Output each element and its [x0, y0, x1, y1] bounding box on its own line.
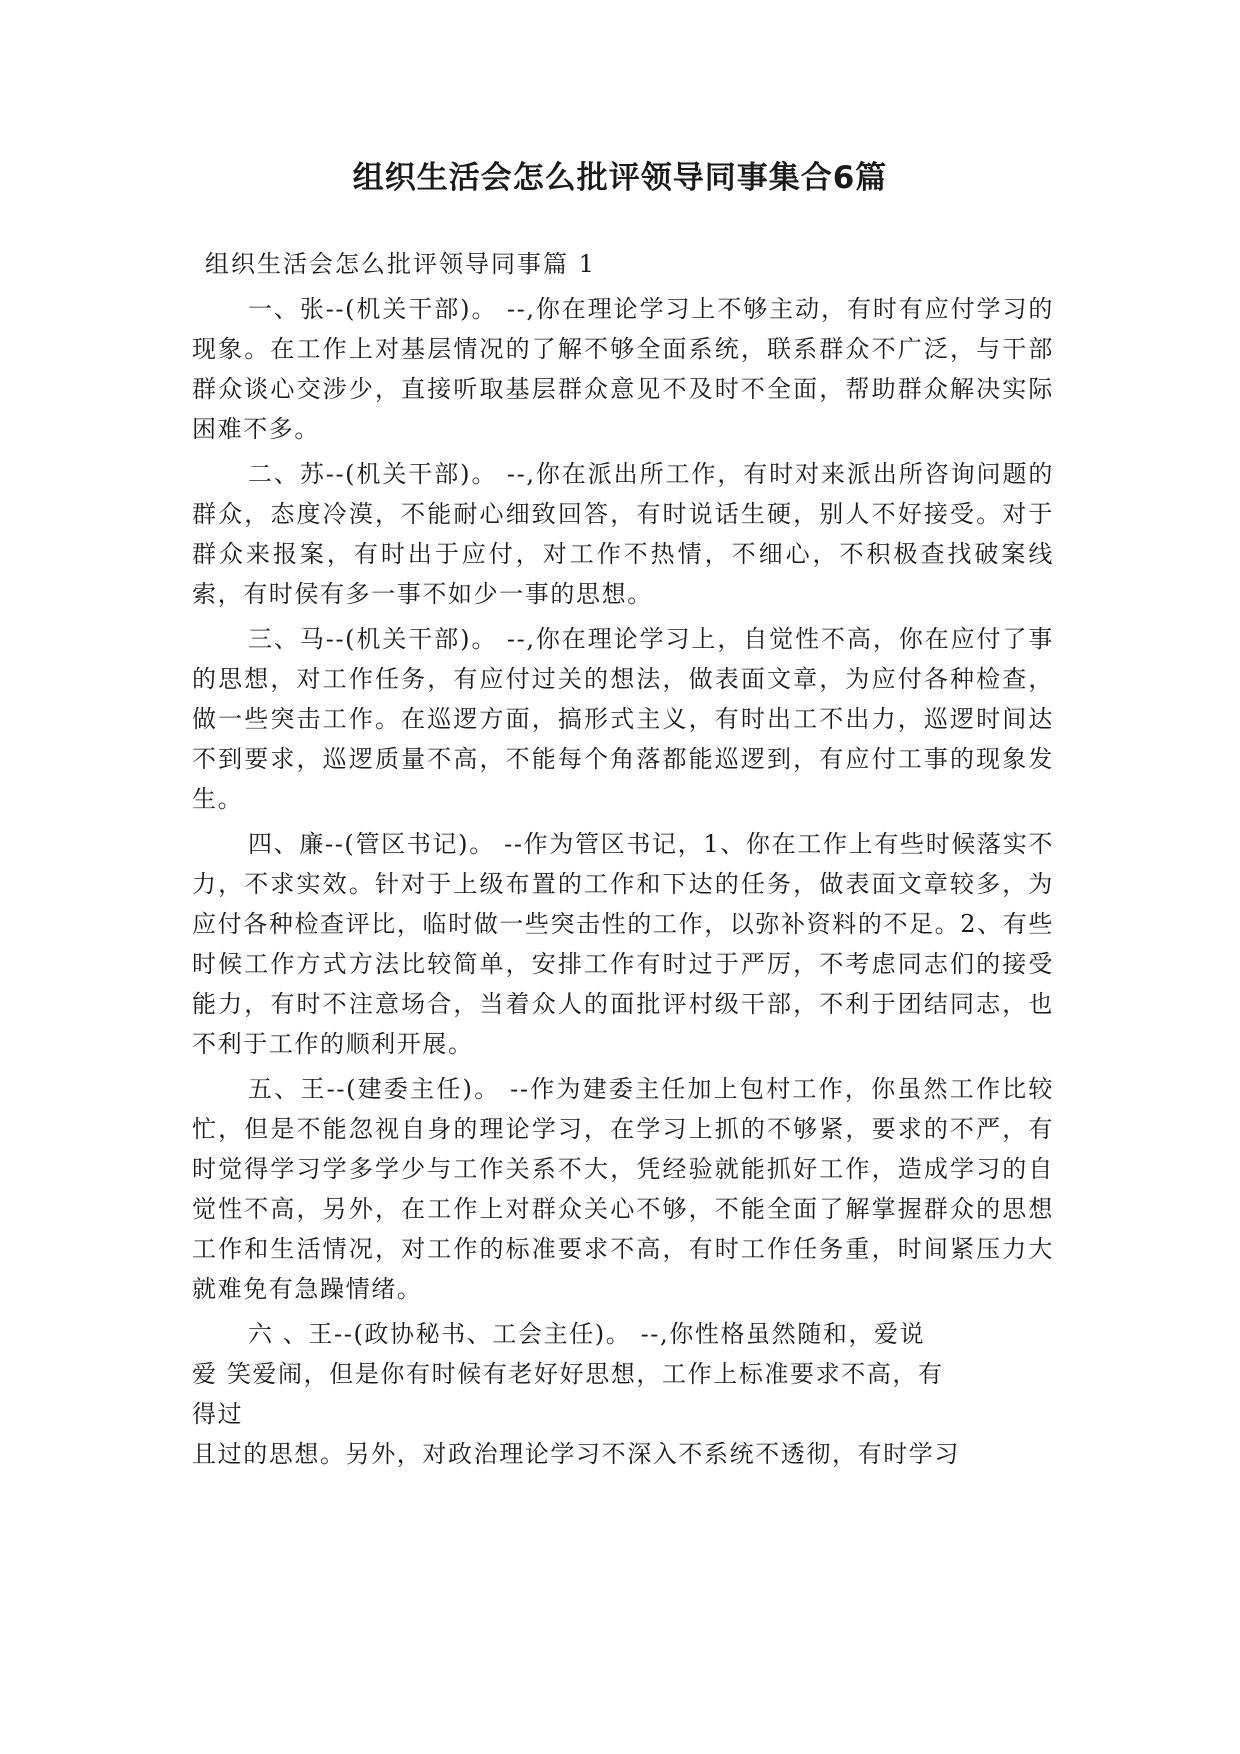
paragraph-1: 一、张--(机关干部)。 --,你在理论学习上不够主动，有时有应付学习的现象。在工作上对基层情况的了解不够全面系统，联系群众不广泛，与干部群众谈心交涉少，直接听取基层群众意见不及时不全面，帮助群众解决实际困难不多。 [192, 295, 1054, 443]
paragraph-5: 五、王--(建委主任)。 --作为建委主任加上包村工作，你虽然工作比较忙，但是不能忽视自身的理论学习，在学习上抓的不够紧，要求的不严，有时觉得学习学多学少与工作关系不大，凭经验就能抓好工作，造成学习的自觉性不高，另外，在工作上对群众关心不够，不能全面了解掌握群众的思想工作和生活情况，对工作的标准要求不高，有时工作任务重，时间紧压力大就难免有急躁情绪。 [192, 1075, 1054, 1303]
paragraph-6-line-3: 得过 [192, 1400, 244, 1428]
document-body [192, 244, 1054, 1474]
paragraph-6 [192, 1314, 1054, 1474]
paragraph-6-line-1: 六 、王--(政协秘书、工会主任)。 --,你性格虽然随和，爱说 [248, 1320, 926, 1348]
section-heading: 组织生活会怎么批评领导同事篇 1 [205, 250, 596, 278]
paragraph-2: 二、苏--(机关干部)。 --,你在派出所工作，有时对来派出所咨询问题的群众，态度冷漠，不能耐心细致回答，有时说话生硬，别人不好接受。对于群众来报案，有时出于应付，对工作不热情，不细心，不积极查找破案线索，有时侯有多一事不如少一事的思想。 [192, 460, 1054, 608]
paragraph-6-line-4: 且过的思想。另外，对政治理论学习不深入不系统不透彻，有时学习 [192, 1440, 960, 1468]
paragraph-4: 四、廉--(管区书记)。 --作为管区书记，1、你在工作上有些时候落实不力，不求实效。针对于上级布置的工作和下达的任务，做表面文章较多，为应付各种检查评比，临时做一些突击性的工作，以弥补资料的不足。2、有些时候工作方式方法比较简单，安排工作有时过于严厉，不考虑同志们的接受能力，有时不注意场合，当着众人的面批评村级干部，不利于团结同志，也不利于工作的顺利开展。 [192, 830, 1054, 1058]
paragraph-3: 三、马--(机关干部)。 --,你在理论学习上，自觉性不高，你在应付了事的思想，对工作任务，有应付过关的想法，做表面文章，为应付各种检查，做一些突击工作。在巡逻方面，搞形式主义，有时出工不出力，巡逻时间达不到要求，巡逻质量不高，不能每个角落都能巡逻到，有应付工事的现象发生。 [192, 625, 1054, 813]
paragraph-6-line-2: 爱 笑爱闹，但是你有时候有老好好思想，工作上标准要求不高，有 [192, 1360, 944, 1388]
document-title: 组织生活会怎么批评领导同事集合6篇 [352, 160, 888, 196]
